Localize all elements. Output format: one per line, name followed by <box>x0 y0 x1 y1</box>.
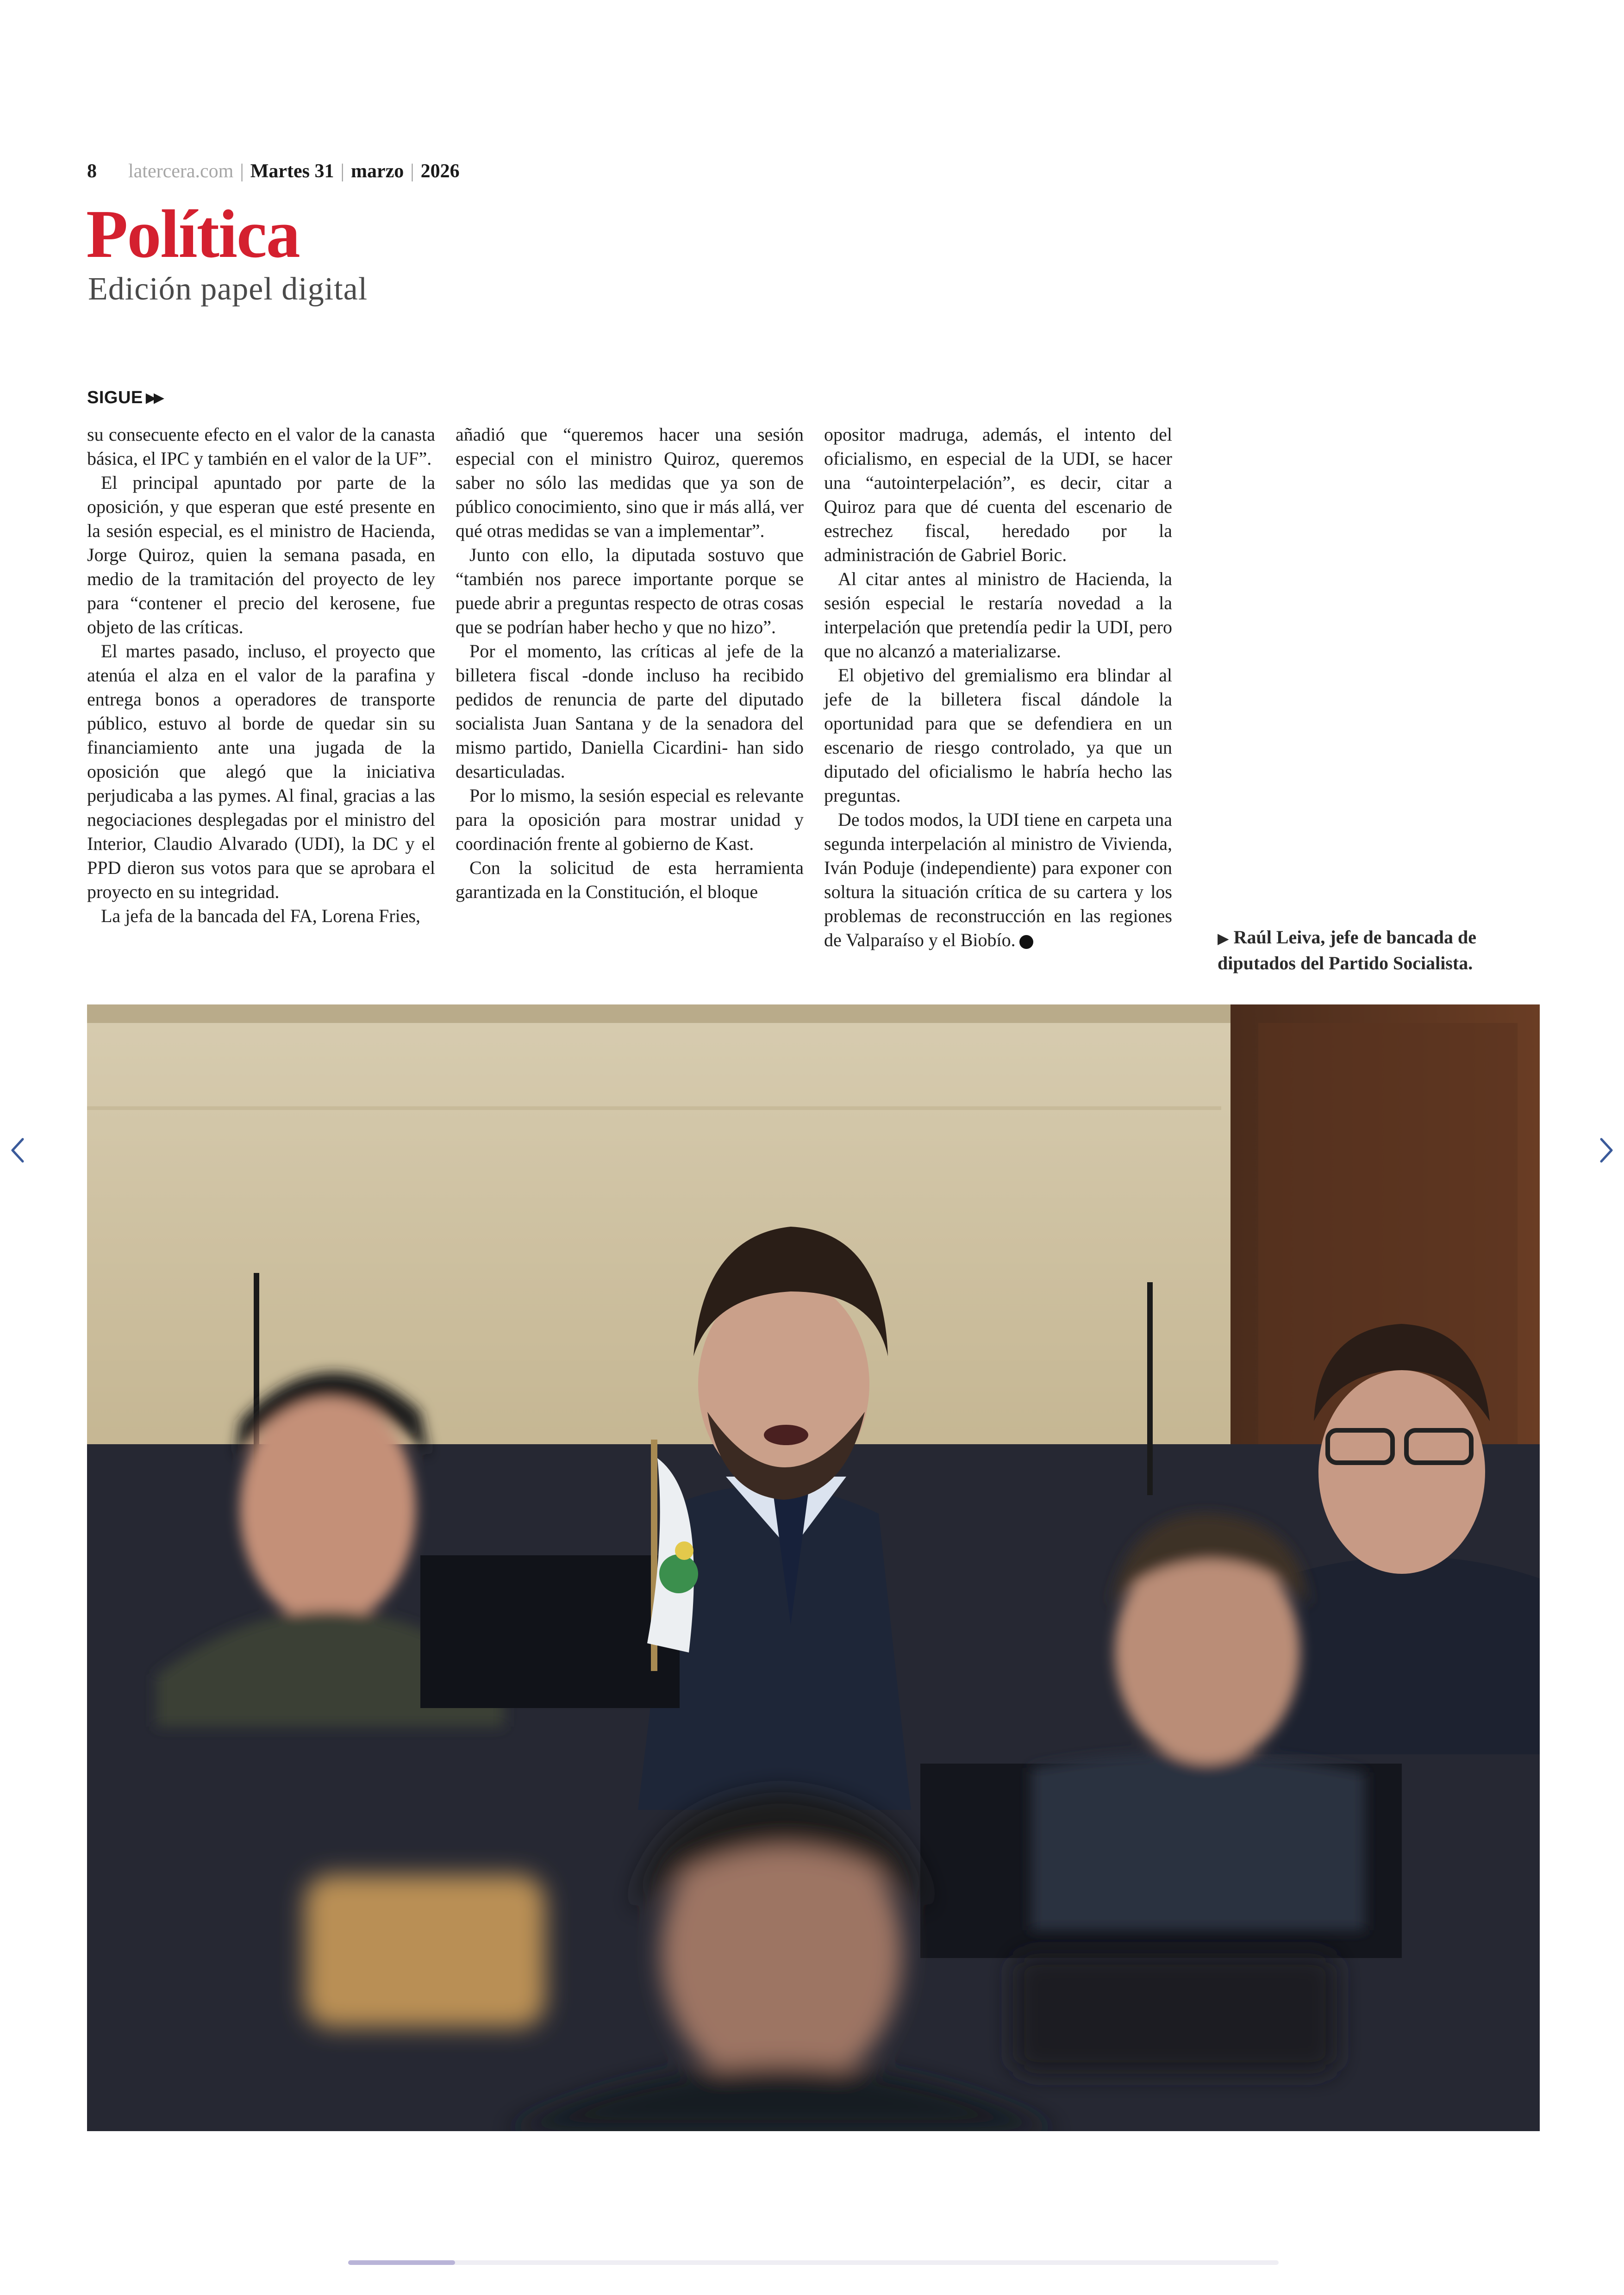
article-paragraph-text: De todos modos, la UDI tiene en carpeta una segunda interpelación al ministro de Vivienda, Iván Poduje (independiente) para exponer con soltura la situación crítica de su cartera y los problemas de reconstrucción en las regiones de Valparaíso y el Biobío. <box>824 809 1172 950</box>
article-paragraph: Al citar antes al ministro de Hacienda, la sesión especial le restaría novedad a la interpelación que pretendía pedir la UDI, pero que no alcanzó a materializarse. <box>824 568 1172 661</box>
article-paragraph <box>824 808 1172 952</box>
previous-page-button[interactable] <box>2 1129 34 1171</box>
chevron-right-icon <box>1597 1135 1615 1165</box>
article-paragraph: Con la solicitud de esta herramienta garantizada en la Constitución, el bloque <box>456 857 804 902</box>
article-paragraph: Junto con ello, la diputada sostuvo que “también nos parece importante porque se puede abrir a preguntas respecto de otras cosas que se podrían haber hecho y que no hizo”. <box>456 544 804 637</box>
photo-illustration <box>87 1004 1540 2131</box>
page-number: 8 <box>87 161 97 182</box>
photo-caption <box>1218 925 1542 976</box>
separator: | <box>340 161 344 182</box>
section-subtitle: Edición papel digital <box>88 271 368 307</box>
article-column-3 <box>824 423 1172 952</box>
article-column-2 <box>456 423 804 904</box>
chevron-left-icon <box>9 1135 27 1165</box>
article-paragraph: El objetivo del gremialismo era blindar al jefe de la billetera fiscal dándole la oportunidad para que se defendiera en un escenario de riesgo controlado, ya que un diputado del oficialismo le habría hecho las preguntas. <box>824 665 1172 806</box>
caption-text: Raúl Leiva, jefe de bancada de diputados del Partido Socialista. <box>1218 927 1477 973</box>
article-paragraph: su consecuente efecto en el valor de la canasta básica, el IPC y también en el valor de la UF”. <box>87 424 435 469</box>
date-month: marzo <box>350 161 404 182</box>
article-paragraph: Por el momento, las críticas al jefe de la billetera fiscal -donde incluso ha recibido pedidos de renuncia de parte del diputado socialista Juan Santana y de la senadora del mismo partido, Daniella Cicardini- han sido desarticuladas. <box>456 641 804 782</box>
article-paragraph: El martes pasado, incluso, el proyecto que atenúa el alza en el valor de la parafina y entrega bonos a operadores de transporte público, estuvo al borde de quedar sin su financiamiento ante una jugada de la oposición que alegó que la iniciativa perjudicaba a las pymes. Al final, gracias a las negociaciones desplegadas por el ministro del Interior, Claudio Alvarado (UDI), la DC y el PPD dieron sus votos para que se aprobara el proyecto en su integridad. <box>87 641 435 902</box>
reader-progress-fill <box>348 2260 455 2265</box>
separator: | <box>240 161 244 182</box>
end-of-article-icon <box>1019 935 1033 949</box>
continuation-label <box>87 388 162 408</box>
article-paragraph: añadió que “queremos hacer una sesión especial con el ministro Quiroz, queremos saber no sólo las medidas que ya son de público conocimiento, sino que ir más allá, ver qué otras medidas se van a implementar”. <box>456 424 804 541</box>
section-title: Política <box>86 196 300 272</box>
article-column-1 <box>87 423 435 928</box>
date-year: 2026 <box>420 161 460 182</box>
date-day: Martes 31 <box>250 161 334 182</box>
continuation-text: SIGUE <box>87 388 143 407</box>
reader-progress-track[interactable] <box>348 2260 1279 2265</box>
article-paragraph: La jefa de la bancada del FA, Lorena Fries, <box>101 905 421 926</box>
article-paragraph: opositor madruga, además, el intento del oficialismo, en especial de la UDI, se hacer una “autointerpelación”, es decir, citar a Quiroz para que dé cuenta del escenario de estrechez fiscal, heredado por la administración de Gabriel Boric. <box>824 424 1172 565</box>
article-paragraph: El principal apuntado por parte de la oposición, y que esperan que esté presente en la sesión especial, es el ministro de Hacienda, Jorge Quiroz, quien la semana pasada, en medio de la tramitación del proyecto de ley para “contener el precio del kerosene, fue objeto de las críticas. <box>87 472 435 637</box>
separator: | <box>410 161 414 182</box>
article-photo <box>87 1004 1540 2131</box>
site-name: latercera.com <box>128 161 234 182</box>
next-page-button[interactable] <box>1590 1129 1622 1171</box>
masthead <box>87 160 460 188</box>
caption-marker-icon: ▶ <box>1218 930 1229 947</box>
double-arrow-icon: ▶▶ <box>145 390 162 405</box>
article-paragraph: Por lo mismo, la sesión especial es relevante para la oposición para mostrar unidad y coordinación frente al gobierno de Kast. <box>456 785 804 854</box>
